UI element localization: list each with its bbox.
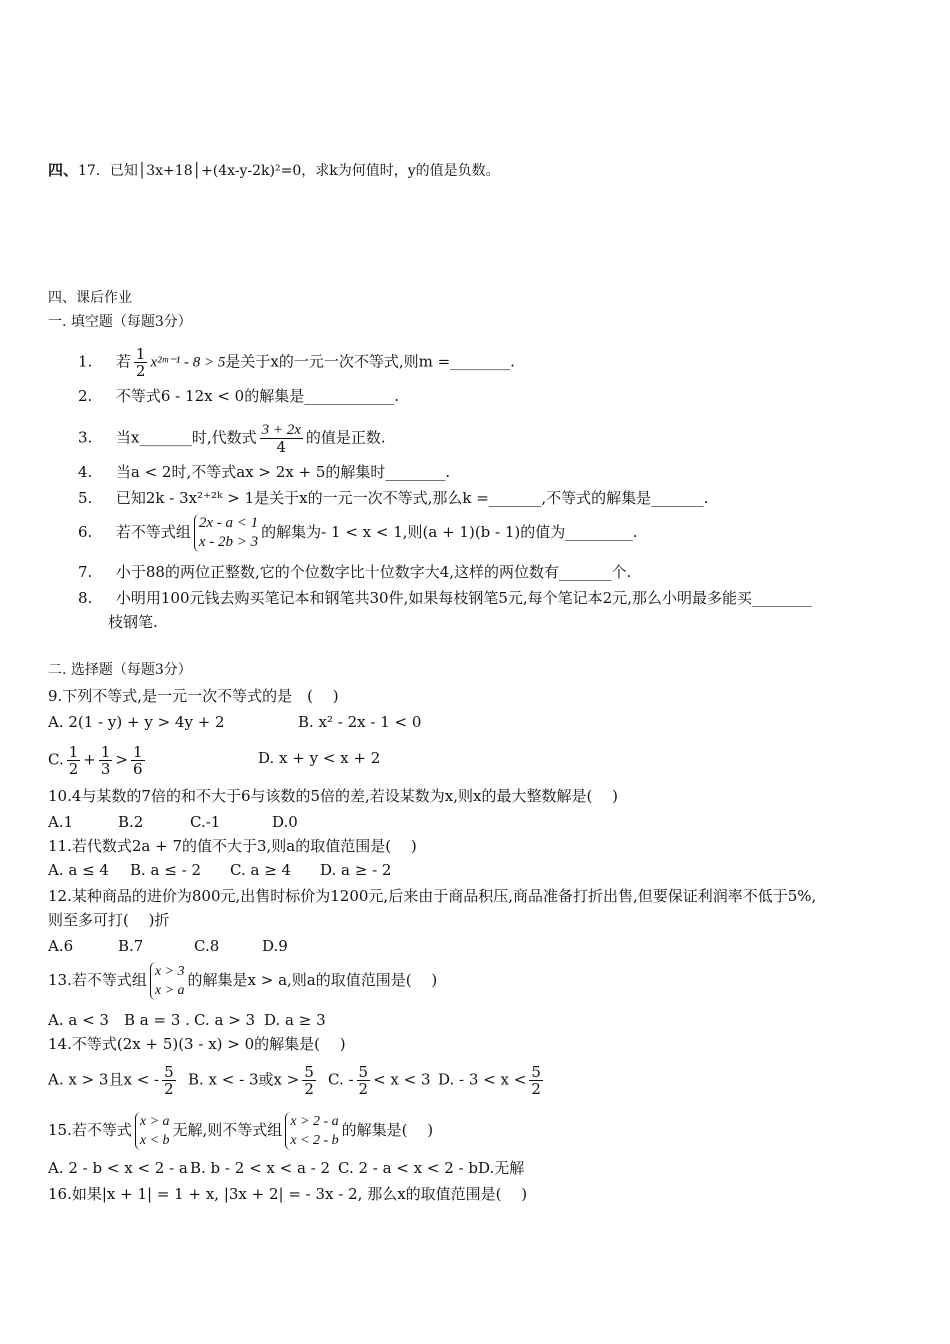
q13-option-a: A. a < 3: [48, 1011, 109, 1029]
q11-option-d: D. a ≥ - 2: [320, 861, 392, 879]
q10-option-b: B.2: [118, 813, 144, 831]
fraction: $\frac{5}{2}$: [304, 1063, 314, 1098]
inequality-system: x > a x < b: [135, 1112, 170, 1150]
fraction: $\frac{3 + 2x}{4}$: [261, 422, 301, 456]
q10-option-a: A.1: [48, 813, 74, 831]
item-text: 已知2k - 3x²⁺²ᵏ > 1是关于x的一元一次不等式,那么k =_______,不等式的解集是_______.: [115, 489, 709, 507]
q13-option-b: B a = 3 .: [124, 1011, 190, 1029]
q15-option-b: B. b - 2 < x < a - 2: [190, 1159, 331, 1177]
section-choice-title: 二. 选择题（每题3分）: [48, 662, 192, 678]
inequality-system: 2x - a < 1 x - 2b > 3: [194, 514, 258, 552]
q12-option-b: B.7: [118, 937, 144, 955]
question-17-text: 17．已知│3x+18│+(4x-y-2k)²=0，求k为何值时，y的值是负数。: [78, 163, 500, 179]
choice-question-12: 12.某种商品的进价为800元,出售时标价为1200元,后来由于商品积压,商品准备打折出售,但要保证利润率不低于5%,: [48, 887, 817, 905]
q12-option-c: C.8: [194, 937, 220, 955]
choice-question-14: 14.不等式(2x + 5)(3 - x) > 0的解集是( ): [48, 1035, 346, 1053]
fill-item-3: [78, 422, 386, 455]
item-number: 4.: [78, 463, 93, 481]
q13-option-d: D. a ≥ 3: [264, 1011, 326, 1029]
q10-option-c: C.-1: [190, 813, 221, 831]
item-text: 不等式6 - 12x < 0的解集是____________.: [115, 387, 399, 405]
item-number: 8.: [78, 589, 93, 607]
q11-option-c: C. a ≥ 4: [230, 861, 292, 879]
q14-option-a: A. x > 3且x < - $\frac{5}{2}$: [48, 1063, 174, 1098]
choice-question-13: 13.若不等式组 x > 3 x > a 的解集是x > a,则a的取值范围是( ): [48, 964, 438, 998]
choice-question-9: 9.下列不等式,是一元一次不等式的是 ( ): [48, 687, 339, 705]
fill-item-8: [78, 588, 812, 608]
question-17: [48, 160, 500, 181]
q11-option-a: A. a ≤ 4: [48, 861, 109, 879]
choice-question-15: 15.若不等式 x > a x < b 无解,则不等式组 x > 2 - a x < 2 - b 的解集是( ): [48, 1114, 434, 1148]
item-text: 小于88的两位正整数,它的个位数字比十位数字大4,这样的两位数有_______个.: [115, 563, 632, 581]
item-text: 小明用100元钱去购买笔记本和钢笔共30件,如果每枝钢笔5元,每个笔记本2元,那么小明最多能买________: [115, 589, 812, 607]
item-text: 若不等式组: [115, 523, 191, 541]
q14-option-d: D. - 3 < x < $\frac{5}{2}$: [438, 1063, 541, 1098]
inequality-system: x > 2 - a x < 2 - b: [285, 1112, 338, 1150]
fill-item-8-continued: 枝钢笔.: [108, 613, 158, 631]
fraction: $\frac{5}{2}$: [164, 1063, 174, 1098]
fill-item-6: [78, 514, 638, 552]
fraction: $\frac{1}{6}$: [132, 743, 143, 778]
choice-question-11: 11.若代数式2a + 7的值不大于3,则a的取值范围是( ): [48, 837, 417, 855]
inequality-expression: x²ᵐ⁻¹ - 8 > 5: [150, 354, 226, 371]
item-number: 6.: [78, 523, 93, 541]
item-number: 7.: [78, 563, 93, 581]
item-text: 当a < 2时,不等式ax > 2x + 5的解集时________.: [115, 463, 451, 481]
section-fill-in-title: 一. 填空题（每题3分）: [48, 314, 192, 330]
item-text: 的解集为- 1 < x < 1,则(a + 1)(b - 1)的值为_________.: [261, 523, 638, 541]
item-number: 5.: [78, 489, 93, 507]
q12-option-d: D.9: [262, 937, 288, 955]
q15-option-d: D.无解: [478, 1159, 525, 1177]
choice-question-16: 16.如果|x + 1| = 1 + x, |3x + 2| = - 3x - 2, 那么x的取值范围是( ): [48, 1185, 528, 1203]
inequality-system: x > 3 x > a: [150, 962, 185, 1000]
q9-option-c: C. $\frac{1}{2}$ + $\frac{1}{3}$ > $\frac{1}{6}$: [48, 743, 143, 778]
q9-option-d: D. x + y < x + 2: [258, 749, 381, 767]
q15-option-c: C. 2 - a < x < 2 - b: [338, 1159, 478, 1177]
q14-option-c: C. - $\frac{5}{2}$ < x < 3: [328, 1063, 431, 1098]
choice-question-12-continued: 则至多可打( )折: [48, 911, 170, 929]
q10-option-d: D.0: [272, 813, 298, 831]
fill-item-5: [78, 488, 708, 508]
fill-item-4: [78, 462, 450, 482]
item-number: 3.: [78, 428, 93, 447]
q11-option-b: B. a ≤ - 2: [130, 861, 201, 879]
item-number: 2.: [78, 387, 93, 405]
fraction: $\frac{1}{2}$: [135, 345, 146, 380]
fraction: $\frac{1}{3}$: [100, 743, 111, 778]
choice-question-10: 10.4与某数的7倍的和不大于6与该数的5倍的差,若设某数为x,则x的最大整数解是( ): [48, 787, 618, 805]
fill-item-7: [78, 562, 631, 582]
item-number: 1.: [78, 352, 93, 371]
question-17-heading: 四、: [48, 161, 79, 179]
item-text: 是关于x的一元一次不等式,则m =________.: [225, 352, 515, 371]
fill-item-1: [78, 346, 515, 379]
fill-item-2: [78, 386, 399, 406]
q9-option-b: B. x² - 2x - 1 < 0: [298, 713, 422, 731]
q12-option-a: A.6: [48, 937, 74, 955]
fraction: $\frac{5}{2}$: [358, 1063, 369, 1098]
q14-option-b: B. x < - 3或x > $\frac{5}{2}$: [188, 1063, 314, 1098]
q13-option-c: C. a > 3: [194, 1011, 256, 1029]
item-text: 若: [115, 352, 131, 371]
homework-title: 四、课后作业: [48, 290, 132, 306]
q9-option-a: A. 2(1 - y) + y > 4y + 2: [48, 713, 225, 731]
item-text: 当x_______时,代数式: [115, 428, 257, 447]
item-text: 的值是正数.: [305, 428, 386, 447]
fraction: $\frac{5}{2}$: [531, 1063, 541, 1098]
fraction: $\frac{1}{2}$: [68, 743, 79, 778]
q15-option-a: A. 2 - b < x < 2 - a: [48, 1159, 188, 1177]
